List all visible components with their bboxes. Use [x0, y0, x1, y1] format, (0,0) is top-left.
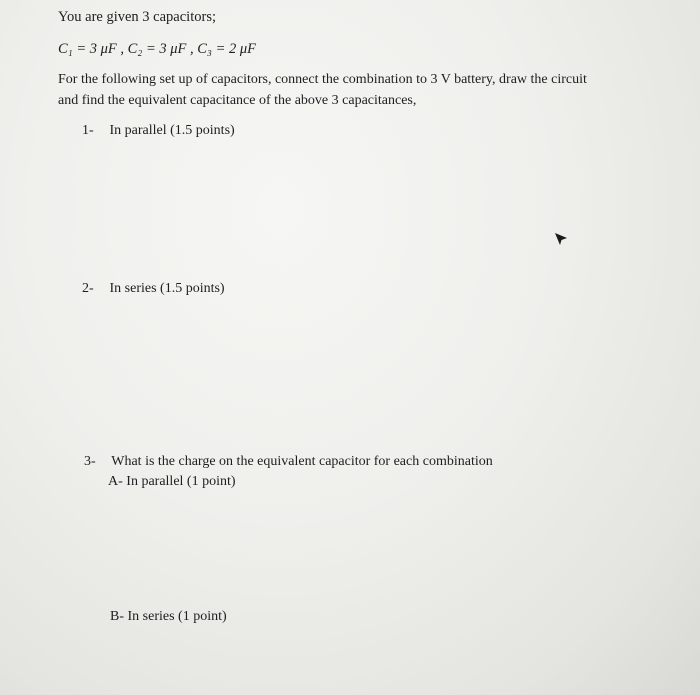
question-3b-label: B- — [110, 609, 124, 624]
question-3a — [108, 473, 236, 491]
question-2 — [82, 280, 225, 298]
question-1-text: In parallel (1.5 points) — [109, 123, 235, 138]
intro-text: You are given 3 capacitors; — [58, 9, 216, 25]
question-2-text: In series (1.5 points) — [109, 281, 225, 296]
question-3b — [110, 608, 227, 626]
capacitor-values: C₁ = 3 μF , C₂ = 3 μF , C₃ = 2 μF — [58, 41, 257, 57]
question-3-number: 3- — [84, 454, 96, 469]
question-3 — [84, 453, 493, 471]
question-3-text: What is the charge on the equivalent capacitor for each combination — [111, 454, 493, 469]
question-1-number: 1- — [82, 123, 94, 138]
question-3a-text: In parallel (1 point) — [126, 474, 236, 489]
question-3a-label: A- — [108, 474, 123, 489]
mouse-pointer-icon — [554, 232, 568, 246]
instructions-line-1: For the following set up of capacitors, connect the combination to 3 V battery, draw the circuit — [58, 72, 587, 87]
question-1 — [82, 122, 235, 140]
question-3b-text: In series (1 point) — [127, 609, 227, 624]
instructions-line-2: and find the equivalent capacitance of the above 3 capacitances, — [58, 93, 417, 108]
question-2-number: 2- — [82, 281, 94, 296]
